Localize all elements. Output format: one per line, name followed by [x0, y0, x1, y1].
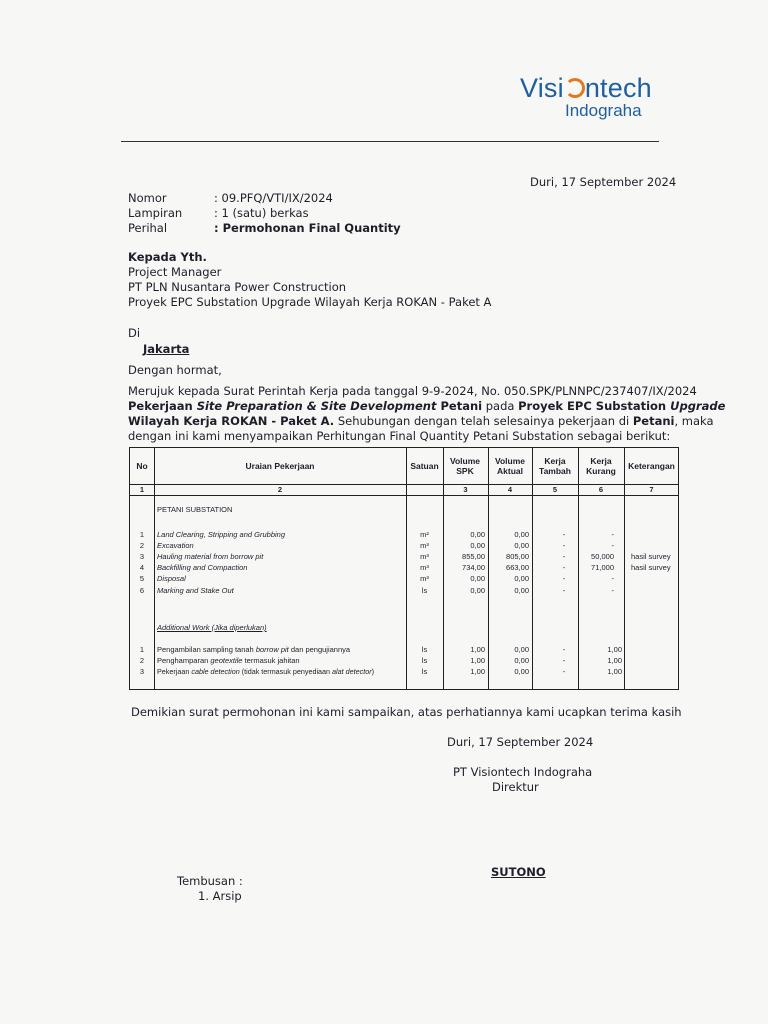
- header-kerja-tambah: Kerja Tambah: [539, 456, 571, 476]
- body-text: Petani: [436, 399, 483, 413]
- row-desc: Pengambilan sampling tanah borrow pit dan pengujiannya: [157, 645, 351, 654]
- row-no: 3: [139, 667, 145, 676]
- body-text: , maka: [674, 414, 714, 428]
- row-tambah: -: [562, 645, 566, 654]
- company-logo: [520, 74, 670, 120]
- row-unit: m³: [420, 552, 429, 561]
- logo-subname: Indograha: [565, 101, 642, 120]
- row-aktual: 0,00: [514, 541, 529, 550]
- header-kerja-kurang: Kerja Kurang: [586, 456, 616, 476]
- row-tambah: -: [562, 563, 566, 572]
- meta-value-lampiran: : 1 (satu) berkas: [214, 206, 309, 220]
- row-aktual: 0,00: [514, 656, 529, 665]
- row-aktual: 0,00: [514, 586, 529, 595]
- row-unit: ls: [421, 656, 428, 665]
- row-ket: hasil survey: [631, 552, 671, 561]
- row-kurang: -: [611, 541, 614, 550]
- signature-title: Direktur: [492, 780, 539, 794]
- row-tambah: -: [562, 541, 566, 550]
- cc-item: 1. Arsip: [198, 889, 242, 903]
- row-spk: 0,00: [470, 541, 485, 550]
- row-aktual: 0,00: [514, 574, 529, 583]
- row-spk: 1,00: [470, 645, 485, 654]
- row-kurang: 1,00: [607, 656, 622, 665]
- header-no: No: [136, 461, 148, 471]
- body-paragraph: [128, 384, 726, 444]
- recipient-di: Di: [128, 326, 141, 340]
- header-uraian: Uraian Pekerjaan: [245, 461, 315, 471]
- header-volume-spk: Volume SPK: [449, 456, 481, 476]
- row-desc: Marking and Stake Out: [157, 586, 234, 595]
- cc-label: Tembusan :: [177, 874, 243, 888]
- body-text: Sehubungan dengan telah selesainya pekerjaan di: [334, 414, 633, 428]
- header-volume-aktual: Volume Aktual: [494, 456, 526, 476]
- row-no: 5: [139, 574, 145, 583]
- recipient-line: PT PLN Nusantara Power Construction: [128, 280, 347, 294]
- row-tambah: -: [562, 656, 566, 665]
- row-desc: Disposal: [157, 574, 186, 583]
- row-desc: Pekerjaan cable detection (tidak termasuk penyediaan alat detector): [157, 667, 374, 676]
- row-no: 1: [139, 645, 145, 654]
- row-spk: 0,00: [470, 530, 485, 539]
- row-kurang: -: [611, 530, 614, 539]
- body-text: Site Preparation & Site Development: [196, 399, 437, 413]
- row-desc: Penghamparan geotextile termasuk jahitan: [157, 656, 300, 665]
- row-unit: ls: [421, 586, 428, 595]
- body-text: Upgrade: [670, 399, 726, 413]
- header-keterangan: Keterangan: [628, 461, 675, 471]
- row-spk: 0,00: [470, 574, 485, 583]
- row-spk: 734,00: [462, 563, 485, 572]
- meta-value-nomor: : 09.PFQ/VTI/IX/2024: [214, 191, 333, 205]
- col-number: 2: [277, 484, 283, 494]
- row-kurang: 71,000: [591, 563, 614, 572]
- row-no: 2: [139, 541, 145, 550]
- row-tambah: -: [562, 574, 566, 583]
- body-line-4: dengan ini kami menyampaikan Perhitungan Final Quantity Petani Substation sebagai berikut:: [128, 429, 671, 443]
- row-desc: Excavation: [157, 541, 194, 550]
- recipient-block: [128, 250, 491, 310]
- row-aktual: 805,00: [506, 552, 529, 561]
- col-number: 3: [463, 484, 468, 494]
- row-ket: hasil survey: [631, 563, 671, 572]
- row-unit: m²: [420, 530, 429, 539]
- meta-label-lampiran: Lampiran: [128, 206, 183, 220]
- row-tambah: -: [562, 667, 566, 676]
- signature-name: SUTONO: [491, 865, 546, 879]
- row-no: 6: [139, 586, 145, 595]
- salutation: Dengan hormat,: [128, 363, 222, 377]
- row-spk: 1,00: [470, 667, 485, 676]
- letter-date: Duri, 17 September 2024: [530, 175, 677, 189]
- col-number: 4: [507, 484, 513, 494]
- row-unit: ls: [421, 645, 428, 654]
- logo-ring-icon: [565, 78, 585, 98]
- recipient-line: Proyek EPC Substation Upgrade Wilayah Kerja ROKAN - Paket A: [128, 295, 492, 309]
- row-no: 2: [139, 656, 145, 665]
- section-title: PETANI SUBSTATION: [157, 505, 233, 514]
- closing-sentence: Demikian surat permohonan ini kami sampaikan, atas perhatiannya kami ucapkan terima kasih: [131, 705, 682, 719]
- body-text: Petani: [632, 414, 675, 428]
- row-unit: m³: [420, 541, 429, 550]
- letter-meta: [128, 191, 401, 236]
- section-text: Additional Work: [157, 623, 210, 632]
- signature-date: Duri, 17 September 2024: [447, 735, 594, 749]
- final-quantity-table: [129, 447, 679, 690]
- row-no: 1: [139, 530, 145, 539]
- meta-label-nomor: Nomor: [128, 191, 167, 205]
- row-desc: Hauling material from borrow pit: [157, 552, 264, 561]
- col-number: 5: [552, 484, 558, 494]
- row-aktual: 0,00: [514, 530, 529, 539]
- row-no: 3: [139, 552, 145, 561]
- row-desc: Land Clearing, Stripping and Grubbing: [157, 530, 286, 539]
- row-unit: m³: [420, 574, 429, 583]
- row-kurang: 50,000: [591, 552, 614, 561]
- row-aktual: 663,00: [506, 563, 529, 572]
- meta-label-perihal: Perihal: [128, 221, 168, 235]
- row-kurang: 1,00: [607, 645, 622, 654]
- header-satuan: Satuan: [410, 461, 439, 471]
- row-unit: m³: [420, 563, 429, 572]
- row-spk: 0,00: [470, 586, 485, 595]
- row-spk: 1,00: [470, 656, 485, 665]
- row-tambah: -: [562, 586, 566, 595]
- col-number: 1: [139, 484, 145, 494]
- section-title-additional: [157, 622, 267, 633]
- row-unit: ls: [421, 667, 428, 676]
- row-spk: 855,00: [462, 552, 485, 561]
- body-text: Pekerjaan: [128, 399, 197, 413]
- signature-company: PT Visiontech Indograha: [453, 765, 593, 779]
- row-no: 4: [139, 563, 145, 572]
- col-number: 6: [598, 484, 604, 494]
- row-tambah: -: [562, 552, 566, 561]
- recipient-city: Jakarta: [143, 342, 190, 356]
- row-kurang: 1,00: [607, 667, 622, 676]
- row-desc: Backfilling and Compaction: [157, 563, 248, 572]
- recipient-line: Project Manager: [128, 265, 222, 279]
- body-text: pada: [482, 399, 519, 413]
- recipient-greeting: Kepada Yth.: [128, 250, 207, 264]
- meta-value-perihal: : Permohonan Final Quantity: [214, 221, 401, 235]
- row-aktual: 0,00: [514, 667, 529, 676]
- row-tambah: -: [562, 530, 566, 539]
- row-kurang: -: [611, 586, 614, 595]
- col-number: 7: [649, 484, 654, 494]
- body-text: Wilayah Kerja ROKAN - Paket A.: [128, 414, 335, 428]
- body-line-1: Merujuk kepada Surat Perintah Kerja pada tanggal 9-9-2024, No. 050.SPK/PLNNPC/237407/IX/2024: [128, 384, 697, 398]
- body-text: Proyek EPC Substation: [518, 399, 671, 413]
- row-aktual: 0,00: [514, 645, 529, 654]
- logo-wordmark: Visi ntech: [520, 73, 652, 103]
- row-kurang: -: [611, 574, 614, 583]
- header-divider: [121, 141, 659, 142]
- section-text: (Jika diperlukan): [209, 623, 267, 632]
